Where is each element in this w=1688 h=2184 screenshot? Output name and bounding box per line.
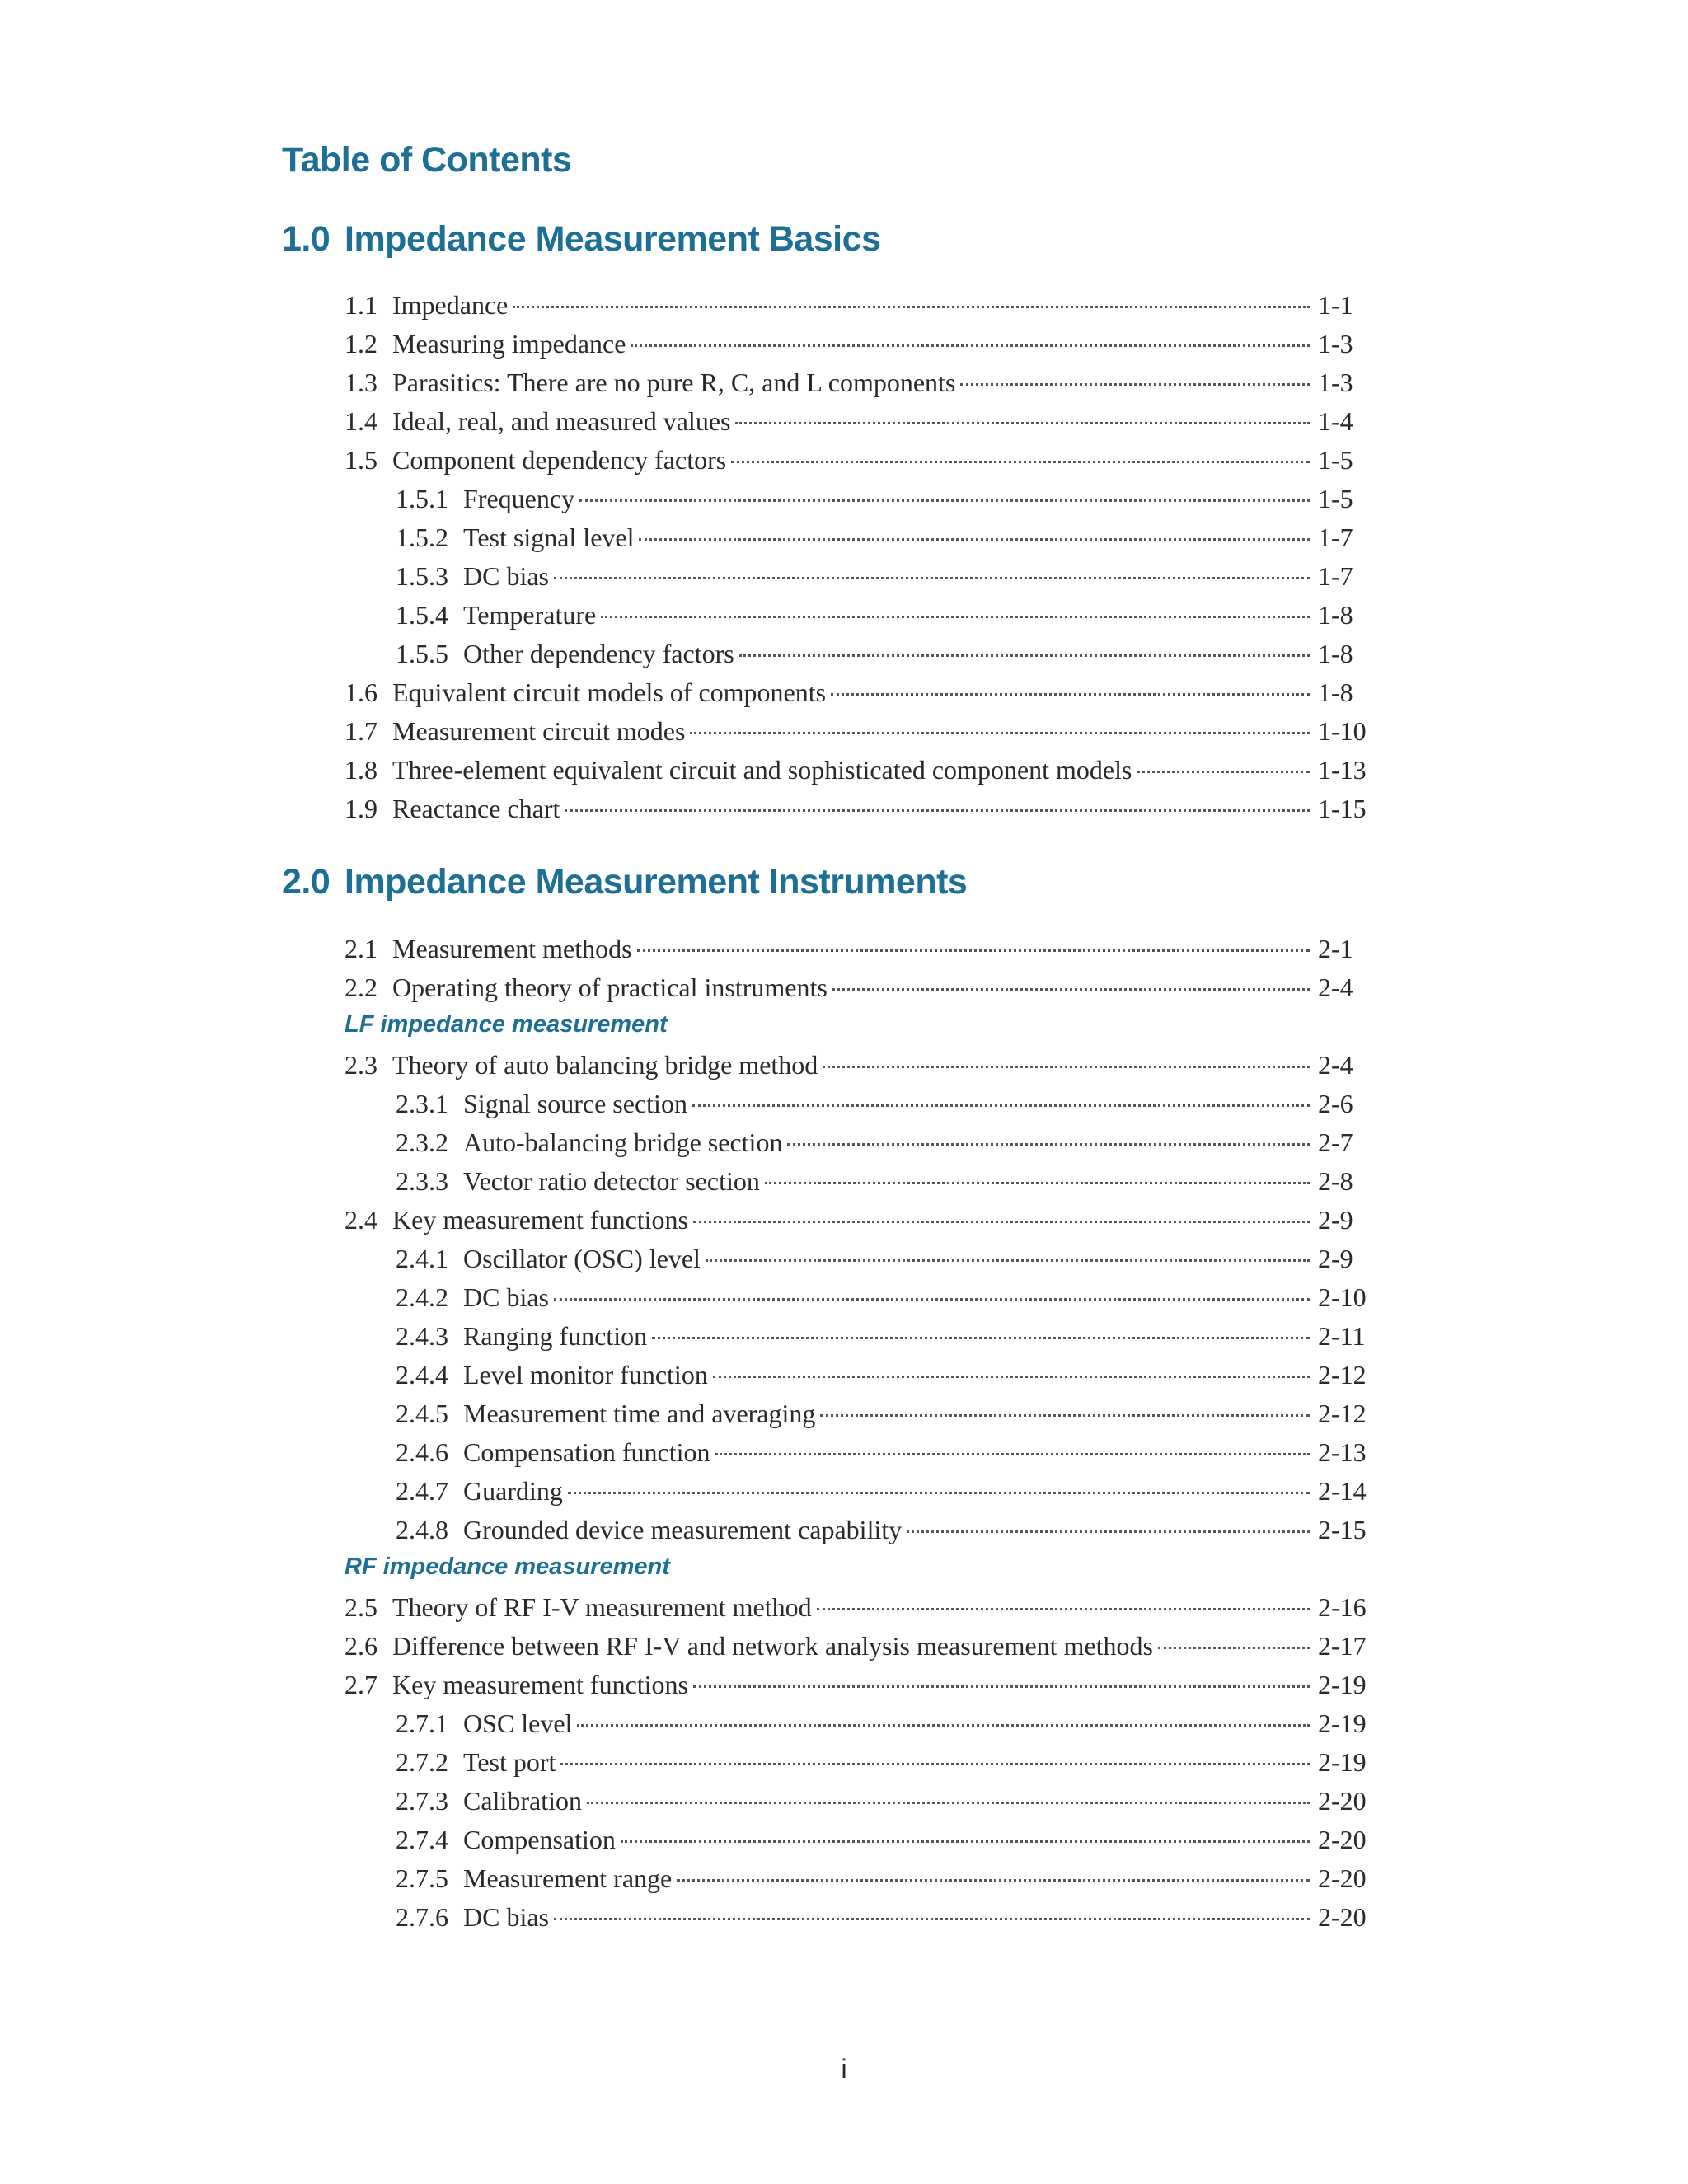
toc-entry[interactable] [345,600,1371,639]
toc-entry-page: 2-20 [1318,1825,1367,1854]
dot-leader [731,461,1310,463]
dot-leader [565,809,1310,812]
toc-entry[interactable] [345,290,1371,329]
toc-entry-label: Grounded device measurement capability [463,1515,903,1544]
toc-entry-page: 2-20 [1318,1863,1367,1893]
dot-leader [639,538,1310,541]
toc-entry-number: 2.4.8 [396,1515,448,1544]
toc-entry-number: 1.5.1 [396,484,448,513]
toc-entry-page: 1-15 [1318,794,1367,823]
toc-entry-label: Guarding [463,1476,563,1506]
toc-entry-label: Test signal level [463,523,635,552]
dot-leader [765,1182,1310,1184]
toc-entry[interactable] [345,1786,1371,1825]
chapter-number: 1.0 [282,219,331,259]
toc-entry[interactable] [345,1592,1371,1631]
toc-entry-page: 2-12 [1318,1399,1367,1428]
toc-entry-number: 2.3.3 [396,1166,448,1196]
dot-leader [601,616,1310,618]
toc-entry-page: 2-10 [1318,1282,1367,1312]
dot-leader [554,577,1310,579]
toc-entry-label: Compensation [463,1825,616,1854]
toc-entry[interactable] [345,1127,1371,1166]
toc-entry-number: 1.1 [345,290,377,320]
toc-entry[interactable] [345,1205,1371,1244]
toc-entry[interactable] [345,368,1371,406]
toc-entry-number: 2.4.1 [396,1244,448,1273]
toc-entry-label: Key measurement functions [392,1205,688,1235]
toc-entry[interactable] [345,794,1371,832]
toc-entry-number: 2.7.2 [396,1747,448,1777]
dot-leader [1137,771,1310,773]
toc-entry-label: DC bias [463,561,549,591]
toc-entry[interactable] [345,1360,1371,1399]
toc-list-chapter-2 [345,934,1371,1941]
toc-entry-page: 2-19 [1318,1670,1367,1699]
chapter-number: 2.0 [282,862,331,902]
toc-entry[interactable] [345,1631,1371,1670]
toc-entry-label: Equivalent circuit models of components [392,677,827,707]
dot-leader [1158,1647,1310,1649]
toc-entry[interactable] [345,1670,1371,1708]
toc-entry-page: 1-8 [1318,600,1353,630]
dot-leader [831,693,1310,696]
toc-entry-label: Reactance chart [392,794,560,823]
toc-entry[interactable] [345,1476,1371,1515]
toc-entry[interactable] [345,484,1371,523]
toc-entry[interactable] [345,329,1371,368]
toc-entry-number: 2.4.3 [396,1321,448,1351]
dot-leader [735,422,1310,424]
toc-entry-label: DC bias [463,1282,549,1312]
toc-entry-page: 2-4 [1318,972,1353,1002]
toc-entry-page: 2-6 [1318,1089,1353,1118]
toc-entry-label: Compensation function [463,1437,710,1467]
toc-entry-label: Level monitor function [463,1360,708,1390]
toc-entry-label: Theory of RF I-V measurement method [392,1592,812,1622]
toc-entry-number: 1.4 [345,406,377,436]
toc-entry[interactable] [345,1050,1371,1089]
toc-entry-number: 1.2 [345,329,377,359]
toc-entry-page: 1-7 [1318,561,1353,591]
chapter-heading-1 [282,219,880,260]
dot-leader [637,949,1310,952]
toc-entry-number: 2.3 [345,1050,377,1080]
toc-entry[interactable] [345,1747,1371,1786]
toc-entry-page: 2-11 [1318,1321,1366,1351]
toc-entry-page: 1-8 [1318,677,1353,707]
toc-entry-page: 2-1 [1318,934,1353,963]
toc-entry-page: 2-4 [1318,1050,1353,1080]
toc-entry-label: DC bias [463,1902,549,1932]
chapter-heading-2 [282,862,967,902]
toc-entry-number: 1.3 [345,368,377,397]
toc-entry[interactable] [345,1399,1371,1437]
dot-leader [713,1376,1310,1378]
dot-leader [577,1724,1310,1727]
toc-entry-page: 1-8 [1318,639,1353,668]
toc-entry[interactable] [345,1708,1371,1747]
dot-leader [652,1337,1310,1339]
toc-entry[interactable] [345,1825,1371,1863]
toc-entry-number: 2.2 [345,972,377,1002]
toc-list-chapter-1 [345,290,1371,832]
toc-entry[interactable] [345,1321,1371,1360]
toc-entry-page: 1-1 [1318,290,1353,320]
toc-entry-number: 2.7.1 [396,1708,448,1738]
toc-entry-label: Signal source section [463,1089,687,1118]
toc-entry[interactable] [345,716,1371,755]
toc-entry-label: Auto-balancing bridge section [463,1127,783,1157]
chapter-title: Impedance Measurement Basics [345,219,881,259]
toc-entry-number: 2.3.2 [396,1127,448,1157]
toc-entry-page: 2-9 [1318,1205,1353,1235]
toc-entry-number: 2.7.3 [396,1786,448,1816]
toc-entry-page: 2-20 [1318,1786,1367,1816]
toc-entry-label: Theory of auto balancing bridge method [392,1050,818,1080]
toc-entry-number: 2.7 [345,1670,377,1699]
dot-leader [907,1530,1310,1533]
toc-entry[interactable] [345,972,1371,1011]
toc-entry-label: Component dependency factors [392,445,727,475]
dot-leader [579,499,1310,502]
toc-entry-number: 1.5.2 [396,523,448,552]
toc-entry-label: Vector ratio detector section [463,1166,760,1196]
dot-leader [631,344,1310,347]
toc-entry[interactable] [345,934,1371,972]
toc-entry-number: 1.5 [345,445,377,475]
toc-entry-page: 2-13 [1318,1437,1367,1467]
toc-entry-label: Temperature [463,600,597,630]
toc-entry[interactable] [345,1863,1371,1902]
toc-entry-label: Other dependency factors [463,639,734,668]
dot-leader [706,1259,1310,1262]
toc-entry-label: Frequency [463,484,575,513]
toc-entry[interactable] [345,406,1371,445]
toc-entry-number: 2.4.5 [396,1399,448,1428]
toc-entry-number: 2.5 [345,1592,377,1622]
toc-entry[interactable] [345,1166,1371,1205]
dot-leader [677,1879,1310,1882]
toc-entry-number: 2.7.5 [396,1863,448,1893]
toc-entry-number: 2.4.2 [396,1282,448,1312]
toc-entry-page: 2-20 [1318,1902,1367,1932]
dot-leader [568,1492,1310,1494]
toc-entry-page: 1-13 [1318,755,1367,785]
toc-entry-label: Ranging function [463,1321,648,1351]
toc-entry-number: 2.4 [345,1205,377,1235]
toc-entry-label: Measurement circuit modes [392,716,686,746]
toc-entry-page: 1-10 [1318,716,1367,746]
dot-leader [693,1685,1310,1688]
toc-entry-page: 2-19 [1318,1708,1367,1738]
dot-leader [513,306,1310,308]
toc-entry[interactable] [345,1282,1371,1321]
toc-entry-number: 2.3.1 [396,1089,448,1118]
toc-entry-number: 2.4.6 [396,1437,448,1467]
toc-entry-number: 1.8 [345,755,377,785]
toc-entry-number: 1.5.3 [396,561,448,591]
toc-entry-label: Oscillator (OSC) level [463,1244,701,1273]
toc-entry-number: 2.6 [345,1631,377,1661]
dot-leader [554,1298,1310,1301]
toc-entry[interactable] [345,1089,1371,1127]
toc-entry[interactable] [345,1244,1371,1282]
toc-entry-number: 1.5.4 [396,600,448,630]
toc-entry[interactable] [345,755,1371,794]
toc-entry-page: 2-17 [1318,1631,1367,1661]
toc-entry[interactable] [345,523,1371,561]
dot-leader [621,1840,1310,1843]
toc-entry-page: 1-5 [1318,484,1353,513]
toc-entry-page: 2-14 [1318,1476,1367,1506]
dot-leader [817,1608,1310,1610]
toc-entry-label: Measurement time and averaging [463,1399,816,1428]
dot-leader [554,1918,1310,1920]
dot-leader [823,1066,1310,1068]
toc-entry[interactable] [345,1902,1371,1941]
toc-entry[interactable] [345,561,1371,600]
toc-entry-page: 1-4 [1318,406,1353,436]
toc-entry-page: 2-19 [1318,1747,1367,1777]
toc-entry-page: 2-16 [1318,1592,1367,1622]
toc-entry-number: 1.7 [345,716,377,746]
toc-entry-label: Difference between RF I-V and network analysis measurement methods [392,1631,1153,1661]
dot-leader [690,732,1310,734]
toc-entry[interactable] [345,1515,1371,1554]
dot-leader [739,654,1310,657]
toc-entry-page: 1-7 [1318,523,1353,552]
toc-entry-label: Measurement methods [392,934,632,963]
toc-entry-page: 2-12 [1318,1360,1367,1390]
toc-entry-number: 1.6 [345,677,377,707]
dot-leader [560,1763,1310,1765]
toc-subheading: RF impedance measurement [345,1554,670,1580]
toc-entry-page: 1-3 [1318,368,1353,397]
toc-entry-label: Test port [463,1747,556,1777]
dot-leader [693,1221,1310,1223]
toc-entry-page: 2-9 [1318,1244,1353,1273]
page-number: i [841,2054,847,2083]
toc-entry-label: Three-element equivalent circuit and sophisticated component models [392,755,1132,785]
toc-entry-label: Ideal, real, and measured values [392,406,731,436]
toc-entry-number: 2.7.4 [396,1825,448,1854]
toc-entry[interactable] [345,639,1371,677]
toc-entry-number: 2.4.4 [396,1360,448,1390]
toc-entry-number: 1.9 [345,794,377,823]
toc-entry[interactable] [345,445,1371,484]
toc-entry-label: Parasitics: There are no pure R, C, and L components [392,368,956,397]
dot-leader [820,1414,1310,1417]
dot-leader [832,988,1310,991]
toc-entry[interactable] [345,677,1371,716]
toc-entry-page: 2-15 [1318,1515,1367,1544]
toc-entry-number: 2.1 [345,934,377,963]
toc-entry[interactable] [345,1437,1371,1476]
dot-leader [715,1453,1310,1455]
toc-entry-page: 2-8 [1318,1166,1353,1196]
toc-entry-label: Measuring impedance [392,329,626,359]
chapter-title: Impedance Measurement Instruments [345,862,968,902]
toc-subheading: LF impedance measurement [345,1011,668,1038]
toc-entry-number: 1.5.5 [396,639,448,668]
dot-leader [960,383,1310,386]
dot-leader [587,1802,1310,1804]
toc-entry-label: Calibration [463,1786,582,1816]
dot-leader [787,1143,1310,1146]
toc-entry-label: Impedance [392,290,509,320]
toc-entry-page: 2-7 [1318,1127,1353,1157]
toc-entry-number: 2.4.7 [396,1476,448,1506]
dot-leader [692,1104,1310,1107]
toc-entry-page: 1-5 [1318,445,1353,475]
toc-entry-page: 1-3 [1318,329,1353,359]
toc-entry-label: Key measurement functions [392,1670,688,1699]
toc-entry-number: 2.7.6 [396,1902,448,1932]
page-title: Table of Contents [282,140,572,180]
toc-entry-label: Operating theory of practical instruments [392,972,828,1002]
toc-entry-label: OSC level [463,1708,573,1738]
toc-entry-label: Measurement range [463,1863,673,1893]
